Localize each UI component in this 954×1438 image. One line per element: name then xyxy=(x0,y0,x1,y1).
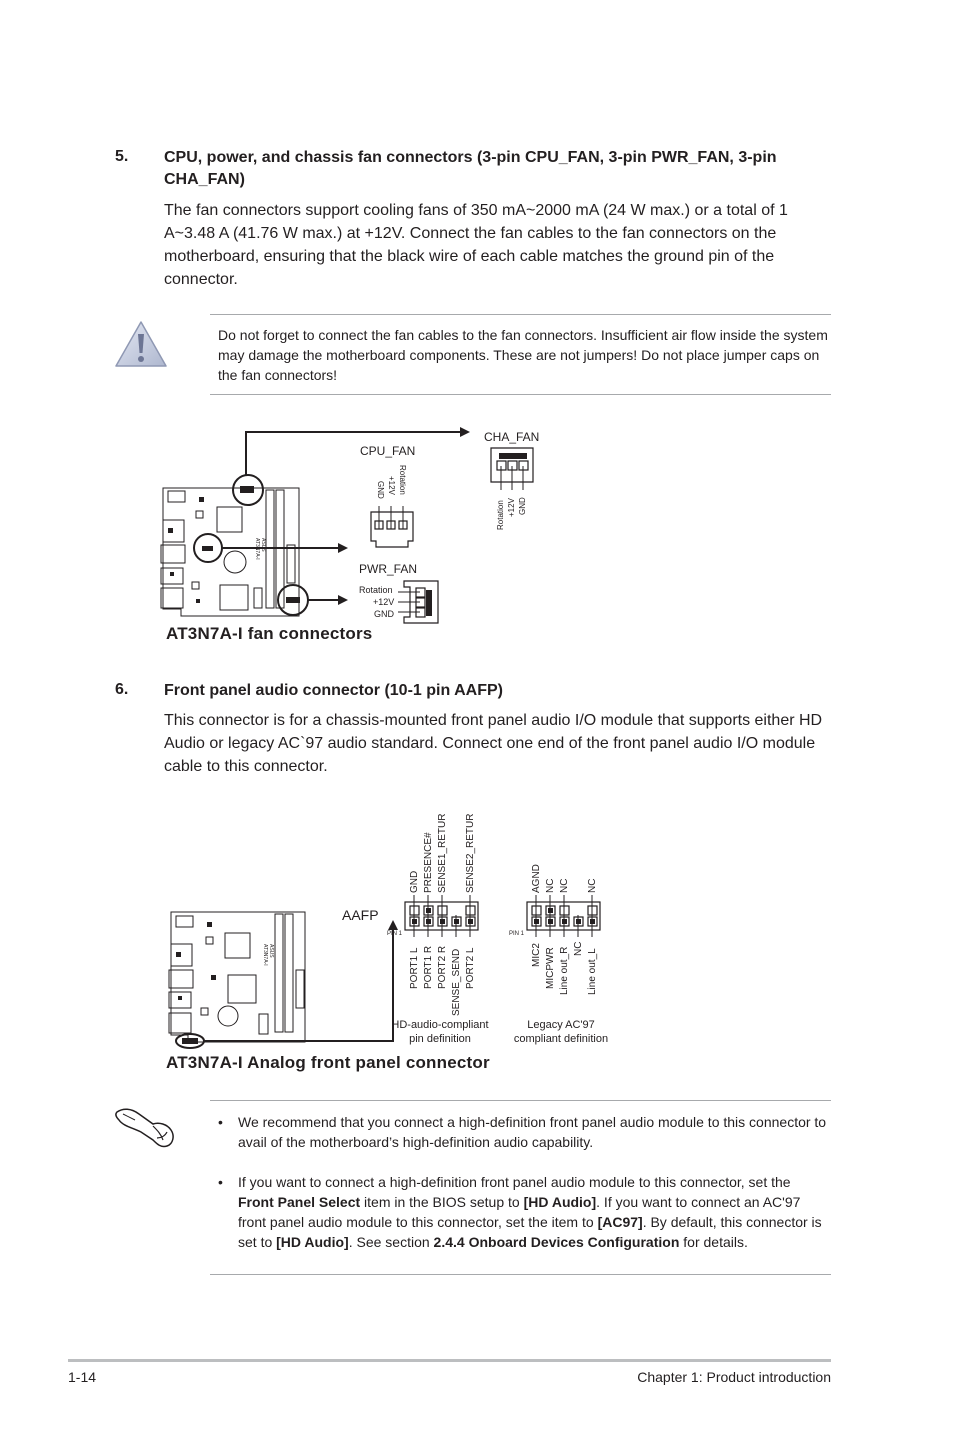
warning-top-rule xyxy=(210,314,831,315)
note-item-2-part-9: . See section xyxy=(348,1234,434,1250)
notes-top-rule xyxy=(210,1100,831,1101)
aafp-label: AAFP xyxy=(342,907,379,923)
note-item-2-part-3: item in the BIOS setup to xyxy=(360,1194,524,1210)
note-item-2-bold-3: [AC97] xyxy=(597,1214,643,1230)
cpu-fan-label: CPU_FAN xyxy=(360,444,416,458)
note-item-2-bold-2: [HD Audio] xyxy=(523,1194,597,1210)
note-item-2-part-7: . By default, this connector is set to xyxy=(238,1214,822,1250)
hd-bottom-label-2: PORT1 R xyxy=(423,945,434,989)
legacy-top-label-3: NC xyxy=(559,878,570,893)
note-item-2-bold-5: 2.4.4 Onboard Devices Configuration xyxy=(433,1234,680,1250)
note-item-2-bold-1: Front Panel Select xyxy=(238,1194,361,1210)
hd-bottom-label-4: SENSE_SEND xyxy=(451,948,462,1016)
pointing-hand-icon xyxy=(113,1104,181,1155)
pwr-fan-label: PWR_FAN xyxy=(359,562,418,576)
warning-bottom-rule xyxy=(210,394,831,395)
legacy-top-label-1: AGND xyxy=(531,864,542,893)
legacy-pin1-label: PIN 1 xyxy=(509,931,525,937)
note-item-2 xyxy=(218,1172,830,1252)
legacy-bottom-label-2: MICPWR xyxy=(545,947,556,989)
note-item-2-part-5: . If you want to connect an AC'97 front panel audio module to this connector, set the item to xyxy=(238,1194,801,1230)
board-model-label: AT3N7A-I xyxy=(254,538,260,560)
hd-bottom-label-5: PORT2 L xyxy=(465,947,476,989)
hd-caption-line-1: HD-audio-compliant xyxy=(391,1019,489,1031)
audio-diagram-caption: AT3N7A-I Analog front panel connector xyxy=(166,1053,490,1072)
audio-board-brand-label: ASUS xyxy=(268,944,274,958)
legacy-caption-line-1: Legacy AC'97 xyxy=(527,1019,595,1031)
hd-bottom-label-3: PORT2 R xyxy=(437,945,448,989)
hd-top-label-3: SENSE1_RETUR xyxy=(437,813,448,893)
cha-fan-pin-1: Rotation xyxy=(496,500,505,530)
legacy-caption-line-2: compliant definition xyxy=(513,1033,609,1045)
hd-caption-line-2: pin definition xyxy=(409,1033,471,1045)
audio-connector-diagram xyxy=(160,790,620,1075)
hd-top-label-1: GND xyxy=(409,870,420,893)
pwr-fan-pin-1: Rotation xyxy=(359,585,393,595)
notes-bottom-rule xyxy=(210,1274,831,1275)
board-brand-label: ASUS xyxy=(260,538,266,552)
hd-bottom-label-1: PORT1 L xyxy=(409,947,420,989)
section-5-number: 5. xyxy=(115,148,129,165)
hd-top-label-5: SENSE2_RETUR xyxy=(465,813,476,893)
audio-board-model-label: AT3N7A-I xyxy=(262,944,268,966)
legacy-bottom-label-3: Line out_R xyxy=(559,946,570,995)
section-6-number: 6. xyxy=(115,681,129,698)
section-6-body: This connector is for a chassis-mounted front panel audio I/O module that supports either HD Audio or legacy AC`97 audio standard. Connect one end of the front panel audio I/O module cable to this connector. xyxy=(164,712,823,775)
cpu-fan-pin-2: +12V xyxy=(387,476,396,495)
section-6-title: Front panel audio connector (10-1 pin AAFP) xyxy=(164,682,503,699)
warning-text: Do not forget to connect the fan cables to the fan connectors. Insufficient air flow inside the system may damage the motherboard components. These are not jumpers! Do not place jumper caps on the fan connectors! xyxy=(218,327,828,383)
hd-pin1-label: PIN 1 xyxy=(387,931,403,937)
legacy-top-label-5: NC xyxy=(587,878,598,893)
warning-triangle-icon xyxy=(113,319,169,374)
notes-list xyxy=(218,1112,830,1266)
hd-top-label-2: PRESENCE# xyxy=(423,832,434,893)
section-5-title: CPU, power, and chassis fan connectors (3-pin CPU_FAN, 3-pin PWR_FAN, 3-pin CHA_FAN) xyxy=(164,149,777,188)
section-5-body: The fan connectors support cooling fans of 350 mA~2000 mA (24 W max.) or a total of 1 A~3.48 A (41.76 W max.) at +12V. Connect the fan cables to the fan connectors on the motherboard, ensuring that the black wire of each cable matches the ground pin of the connector. xyxy=(164,202,788,288)
note-item-2-part-1: If you want to connect a high-definition front panel audio module to this connector, set the xyxy=(238,1174,791,1190)
fan-diagram-caption: AT3N7A-I fan connectors xyxy=(166,624,373,643)
pwr-fan-pin-2: +12V xyxy=(373,597,395,607)
note-item-1-text: We recommend that you connect a high-definition front panel audio module to this connector to avail of the motherboard’s high-definition audio capability. xyxy=(238,1114,827,1150)
legacy-top-label-2: NC xyxy=(545,878,556,893)
cha-fan-label: CHA_FAN xyxy=(484,430,540,444)
note-item-2-bold-4: [HD Audio] xyxy=(276,1234,349,1250)
footer-chapter: Chapter 1: Product introduction xyxy=(637,1369,831,1385)
cha-fan-pin-2: +12V xyxy=(507,498,516,517)
cha-fan-pin-3: GND xyxy=(518,497,527,515)
pwr-fan-pin-3: GND xyxy=(374,609,394,619)
legacy-bottom-label-4: NC xyxy=(573,941,584,956)
fan-connectors-diagram xyxy=(150,420,570,655)
cpu-fan-pin-1: GND xyxy=(376,481,385,499)
note-bullet-2: • xyxy=(218,1174,223,1190)
note-item-1 xyxy=(218,1112,830,1152)
note-bullet-1: • xyxy=(218,1114,223,1130)
cpu-fan-pin-3: Rotation xyxy=(398,465,407,495)
footer-rule xyxy=(68,1359,831,1362)
footer-page-number: 1-14 xyxy=(68,1369,97,1385)
note-item-2-part-11: for details. xyxy=(679,1234,748,1250)
legacy-bottom-label-5: Line out_L xyxy=(587,948,598,995)
legacy-bottom-label-1: MIC2 xyxy=(531,943,542,967)
